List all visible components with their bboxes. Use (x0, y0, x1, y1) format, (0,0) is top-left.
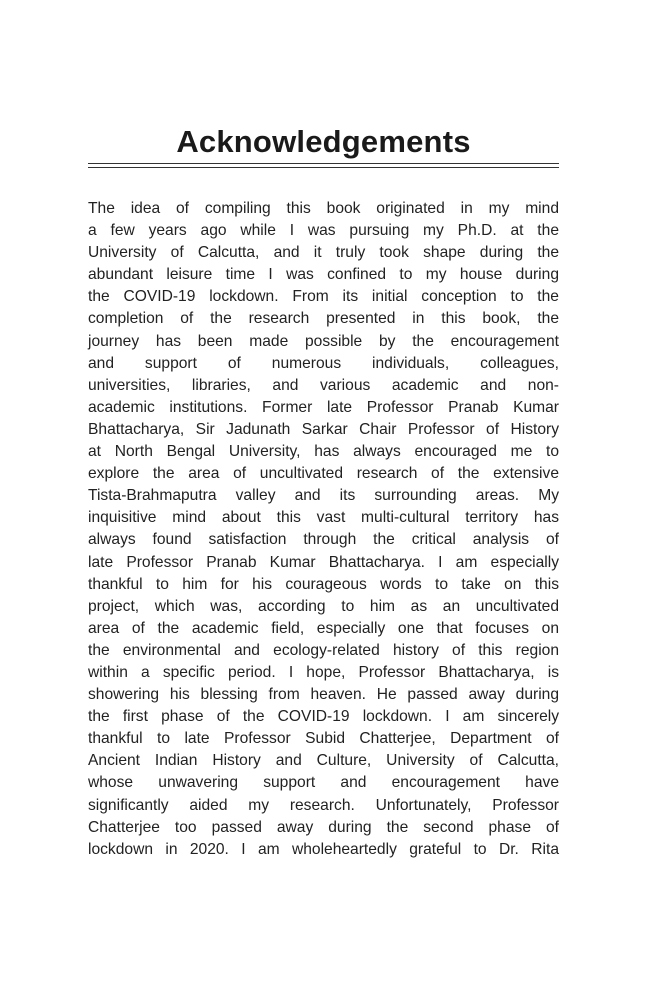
paragraph-line: the COVID-19 lockdown. From its initial conception to the (88, 288, 559, 306)
acknowledgements-paragraph (88, 198, 559, 861)
paragraph-line: significantly aided my research. Unfortunately, Professor (88, 796, 559, 814)
paragraph-line: explore the area of uncultivated research of the extensive (88, 465, 559, 483)
paragraph-line: within a specific period. I hope, Professor Bhattacharya, is (88, 663, 559, 681)
paragraph-line: always found satisfaction through the critical analysis of (88, 531, 559, 549)
paragraph-line: lockdown in 2020. I am wholeheartedly grateful to Dr. Rita (88, 840, 559, 858)
paragraph-line: universities, libraries, and various academic and non- (88, 376, 559, 394)
paragraph-line: Bhattacharya, Sir Jadunath Sarkar Chair Professor of History (88, 420, 559, 438)
title-underline-bottom (88, 167, 559, 168)
paragraph-line: thankful to late Professor Subid Chatterjee, Department of (88, 730, 559, 748)
paragraph-line: thankful to him for his courageous words to take on this (88, 575, 559, 593)
paragraph-line: academic institutions. Former late Professor Pranab Kumar (88, 398, 559, 416)
paragraph-line: Chatterjee too passed away during the second phase of (88, 818, 559, 836)
paragraph-line: showering his blessing from heaven. He passed away during (88, 686, 559, 704)
paragraph-line: whose unwavering support and encouragement have (88, 774, 559, 792)
paragraph-line: inquisitive mind about this vast multi-cultural territory has (88, 509, 559, 527)
paragraph-line: a few years ago while I was pursuing my Ph.D. at the (88, 222, 559, 240)
paragraph-line: project, which was, according to him as an uncultivated (88, 597, 559, 615)
paragraph-line: Tista-Brahmaputra valley and its surrounding areas. My (88, 487, 559, 505)
paragraph-line: the environmental and ecology-related history of this region (88, 641, 559, 659)
paragraph-line: late Professor Pranab Kumar Bhattacharya. I am especially (88, 553, 559, 571)
paragraph-line: area of the academic field, especially one that focuses on (88, 619, 559, 637)
paragraph-line: the first phase of the COVID-19 lockdown. I am sincerely (88, 708, 559, 726)
paragraph-line: The idea of compiling this book originated in my mind (88, 200, 559, 217)
page-title: Acknowledgements (176, 124, 471, 159)
paragraph-line: journey has been made possible by the encouragement (88, 332, 559, 350)
paragraph-line: and support of numerous individuals, colleagues, (88, 354, 559, 372)
paragraph-line: completion of the research presented in this book, the (88, 310, 559, 328)
paragraph-line: abundant leisure time I was confined to my house during (88, 266, 559, 284)
title-underline-top (88, 163, 559, 164)
paragraph-line: at North Bengal University, has always encouraged me to (88, 443, 559, 461)
paragraph-line: Ancient Indian History and Culture, University of Calcutta, (88, 752, 559, 770)
paragraph-line: University of Calcutta, and it truly took shape during the (88, 244, 559, 262)
